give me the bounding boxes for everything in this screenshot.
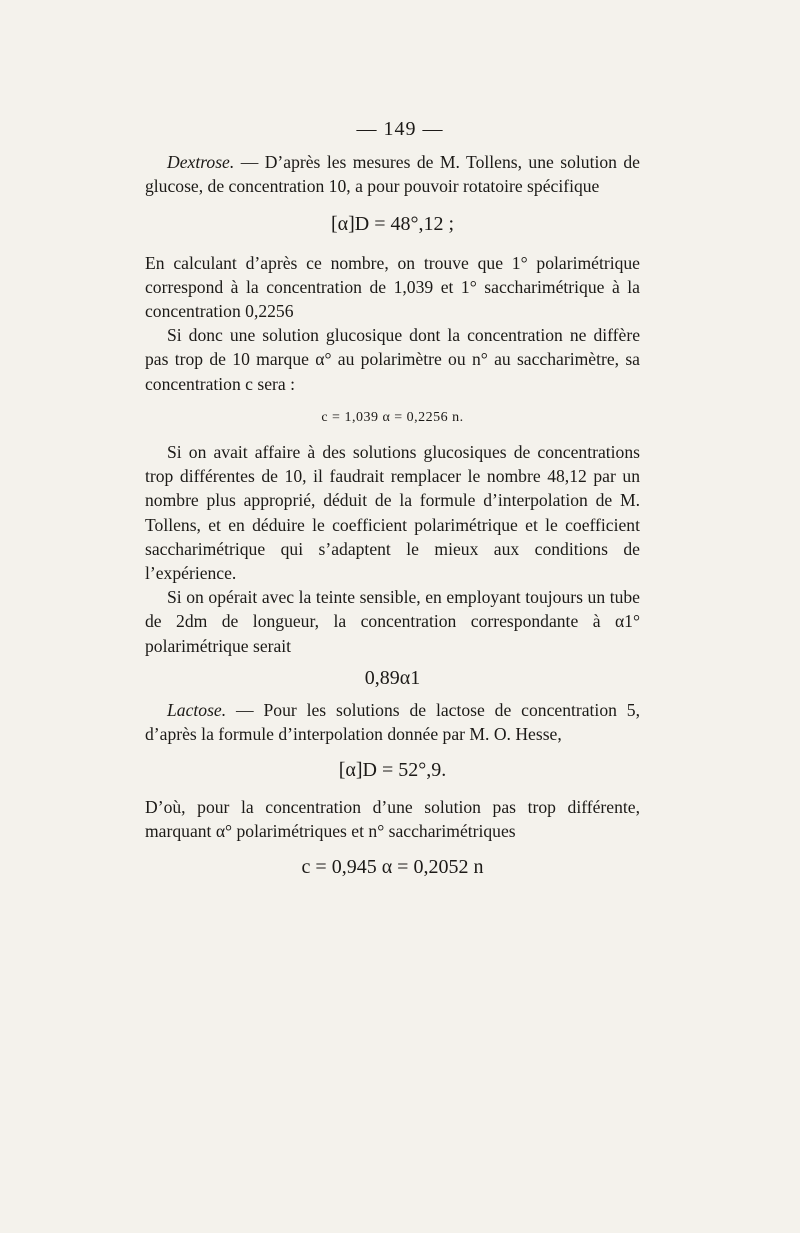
formula-lactose: [α]D = 52°,9. bbox=[338, 759, 447, 782]
page-number: — 149 — bbox=[356, 118, 444, 140]
dextrose-paragraph-3: Si on avait affaire à des solutions glucosiques de concentrations trop différentes de 10, il faudrait remplacer le nombre 48,12 par un nombre plus approprié, déduit de la formule d’interpolation de M. Tollens, et en déduire le coefficient polarimétrique et le coefficient saccharimétrique qui s’adaptent le mieux aux conditions de l’expérience. bbox=[145, 442, 640, 584]
lactose-paragraph-1: D’où, pour la concentration d’une solution pas trop différente, marquant α° polarimétriques et n° saccharimétriques bbox=[145, 796, 640, 841]
formula-sensitive: 0,89α1 bbox=[364, 666, 421, 689]
dextrose-intro-paragraph bbox=[145, 150, 640, 198]
lactose-intro-text: — Pour les solutions de lactose de concentration 5, d’après la formule d’interpolation donnée par M. O. Hesse, bbox=[145, 700, 640, 745]
formula-dextrose: [α]D = 48°,12 ; bbox=[330, 213, 455, 236]
dextrose-paragraph-4: Si on opérait avec la teinte sensible, en employant toujours un tube de 2dm de longueur, la concentration correspondante à α1° polarimétrique serait bbox=[145, 587, 640, 656]
dextrose-title: Dextrose. bbox=[167, 152, 235, 172]
dextrose-paragraph-1: En calculant d’après ce nombre, on trouve que 1° polarimétrique correspond à la concentration de 1,039 et 1° saccharimétrique à la concentration 0,2256 bbox=[145, 252, 640, 322]
body-text bbox=[145, 150, 640, 879]
formula-concentration: c = 1,039 α = 0,2256 n. bbox=[321, 409, 464, 425]
lactose-intro-paragraph bbox=[145, 698, 640, 746]
lactose-title: Lactose. bbox=[167, 700, 227, 721]
dextrose-paragraph-2: Si donc une solution glucosique dont la concentration ne diffère pas trop de 10 marque α° au polarimètre ou n° au saccharimètre, sa concentration c sera : bbox=[145, 325, 640, 394]
formula-lactose-concentration: c = 0,945 α = 0,2052 n bbox=[301, 856, 484, 879]
dextrose-intro-text: — D’après les mesures de M. Tollens, une solution de glucose, de concentration 10, a pour pouvoir rotatoire spécifique bbox=[145, 152, 640, 197]
